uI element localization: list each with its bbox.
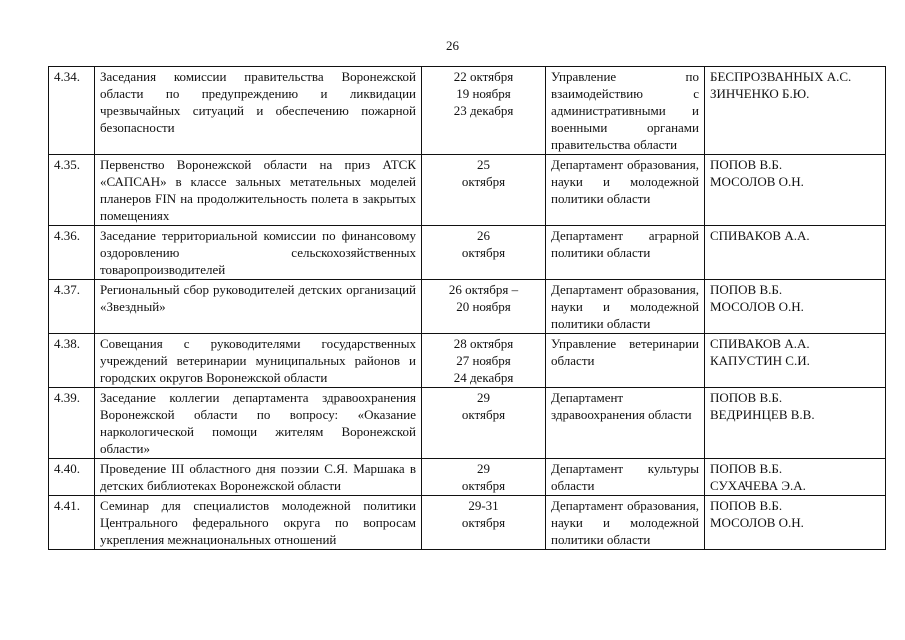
event-description: Заседания комиссии правительства Воронежской области по предупреждению и ликвидации чрезвычайных ситуаций и обеспечению пожарной безопасности xyxy=(95,67,422,155)
event-date: 23 декабря xyxy=(453,103,514,118)
responsible-person: ВЕДРИНЦЕВ В.В. xyxy=(710,407,815,422)
responsible-person: ПОПОВ В.Б. xyxy=(710,157,783,172)
event-date: 29 xyxy=(477,390,490,405)
event-dates xyxy=(422,459,546,496)
responsible-department: Департамент образования, науки и молодежной политики области xyxy=(546,496,705,550)
responsible-person: СУХАЧЕВА Э.А. xyxy=(710,478,806,493)
event-dates xyxy=(422,280,546,334)
event-description: Первенство Воронежской области на приз АТСК «САПСАН» в классе зальных метательных моделей планеров FIN на продолжительность полета в закрытых помещениях xyxy=(95,155,422,226)
event-date: октября xyxy=(461,515,506,530)
event-dates xyxy=(422,226,546,280)
responsible-department: Департамент культуры области xyxy=(546,459,705,496)
event-date: октября xyxy=(461,174,506,189)
responsible-person: КАПУСТИН С.И. xyxy=(710,353,810,368)
responsible-department: Департамент здравоохранения области xyxy=(546,388,705,459)
responsible-persons xyxy=(705,280,886,334)
event-dates xyxy=(422,67,546,155)
event-description: Региональный сбор руководителей детских организаций «Звездный» xyxy=(95,280,422,334)
responsible-person: ПОПОВ В.Б. xyxy=(710,282,783,297)
event-date: 19 ноября xyxy=(456,86,511,101)
event-dates xyxy=(422,155,546,226)
item-number: 4.36. xyxy=(49,226,95,280)
events-table xyxy=(48,66,886,550)
event-date: октября xyxy=(461,478,506,493)
event-date: 24 декабря xyxy=(453,370,514,385)
table-row xyxy=(49,459,886,496)
page-number: 26 xyxy=(446,38,459,53)
table-row xyxy=(49,496,886,550)
event-date: 27 ноября xyxy=(456,353,511,368)
event-date: 25 xyxy=(477,157,490,172)
responsible-persons xyxy=(705,496,886,550)
table-row xyxy=(49,226,886,280)
item-number: 4.35. xyxy=(49,155,95,226)
responsible-person: ПОПОВ В.Б. xyxy=(710,390,783,405)
event-dates xyxy=(422,496,546,550)
event-description: Заседание территориальной комиссии по финансовому оздоровлению сельскохозяйственных товаропроизводителей xyxy=(95,226,422,280)
item-number: 4.39. xyxy=(49,388,95,459)
event-date: 29-31 xyxy=(468,498,499,513)
responsible-department: Департамент образования, науки и молодежной политики области xyxy=(546,155,705,226)
event-date: 26 октября – xyxy=(448,282,519,297)
table-row xyxy=(49,334,886,388)
event-date: 26 xyxy=(477,228,490,243)
responsible-persons xyxy=(705,155,886,226)
responsible-persons xyxy=(705,388,886,459)
item-number: 4.40. xyxy=(49,459,95,496)
event-description: Совещания с руководителями государственных учреждений ветеринарии муниципальных районов и городских округов Воронежской области xyxy=(95,334,422,388)
event-description: Семинар для специалистов молодежной политики Центрального федерального округа по вопросам укрепления межнациональных отношений xyxy=(95,496,422,550)
item-number: 4.41. xyxy=(49,496,95,550)
responsible-department: Департамент аграрной политики области xyxy=(546,226,705,280)
table-row xyxy=(49,280,886,334)
event-description: Проведение III областного дня поэзии С.Я. Маршака в детских библиотеках Воронежской области xyxy=(95,459,422,496)
responsible-department: Управление ветеринарии области xyxy=(546,334,705,388)
events-table-body xyxy=(49,67,886,550)
item-number: 4.38. xyxy=(49,334,95,388)
responsible-persons xyxy=(705,67,886,155)
event-date: 22 октября xyxy=(453,69,514,84)
event-date: октября xyxy=(461,245,506,260)
responsible-persons xyxy=(705,226,886,280)
item-number: 4.34. xyxy=(49,67,95,155)
event-date: 20 ноября xyxy=(456,299,511,314)
responsible-person: БЕСПРОЗВАННЫХ А.С. xyxy=(710,69,852,84)
responsible-person: ПОПОВ В.Б. xyxy=(710,498,783,513)
table-row xyxy=(49,388,886,459)
responsible-person: МОСОЛОВ О.Н. xyxy=(710,299,804,314)
event-description: Заседание коллегии департамента здравоохранения Воронежской области по вопросу: «Оказание наркологической помощи жителям Воронежской области» xyxy=(95,388,422,459)
table-row xyxy=(49,155,886,226)
responsible-persons xyxy=(705,334,886,388)
event-dates xyxy=(422,388,546,459)
responsible-person: СПИВАКОВ А.А. xyxy=(710,336,810,351)
responsible-person: МОСОЛОВ О.Н. xyxy=(710,174,804,189)
table-row xyxy=(49,67,886,155)
responsible-person: МОСОЛОВ О.Н. xyxy=(710,515,804,530)
event-dates xyxy=(422,334,546,388)
responsible-persons xyxy=(705,459,886,496)
responsible-person: ЗИНЧЕНКО Б.Ю. xyxy=(710,86,810,101)
responsible-person: СПИВАКОВ А.А. xyxy=(710,228,810,243)
item-number: 4.37. xyxy=(49,280,95,334)
responsible-person: ПОПОВ В.Б. xyxy=(710,461,783,476)
event-date: 29 xyxy=(477,461,490,476)
responsible-department: Управление по взаимодействию с административными и военными органами правительства области xyxy=(546,67,705,155)
responsible-department: Департамент образования, науки и молодежной политики области xyxy=(546,280,705,334)
event-date: 28 октября xyxy=(453,336,514,351)
event-date: октября xyxy=(461,407,506,422)
